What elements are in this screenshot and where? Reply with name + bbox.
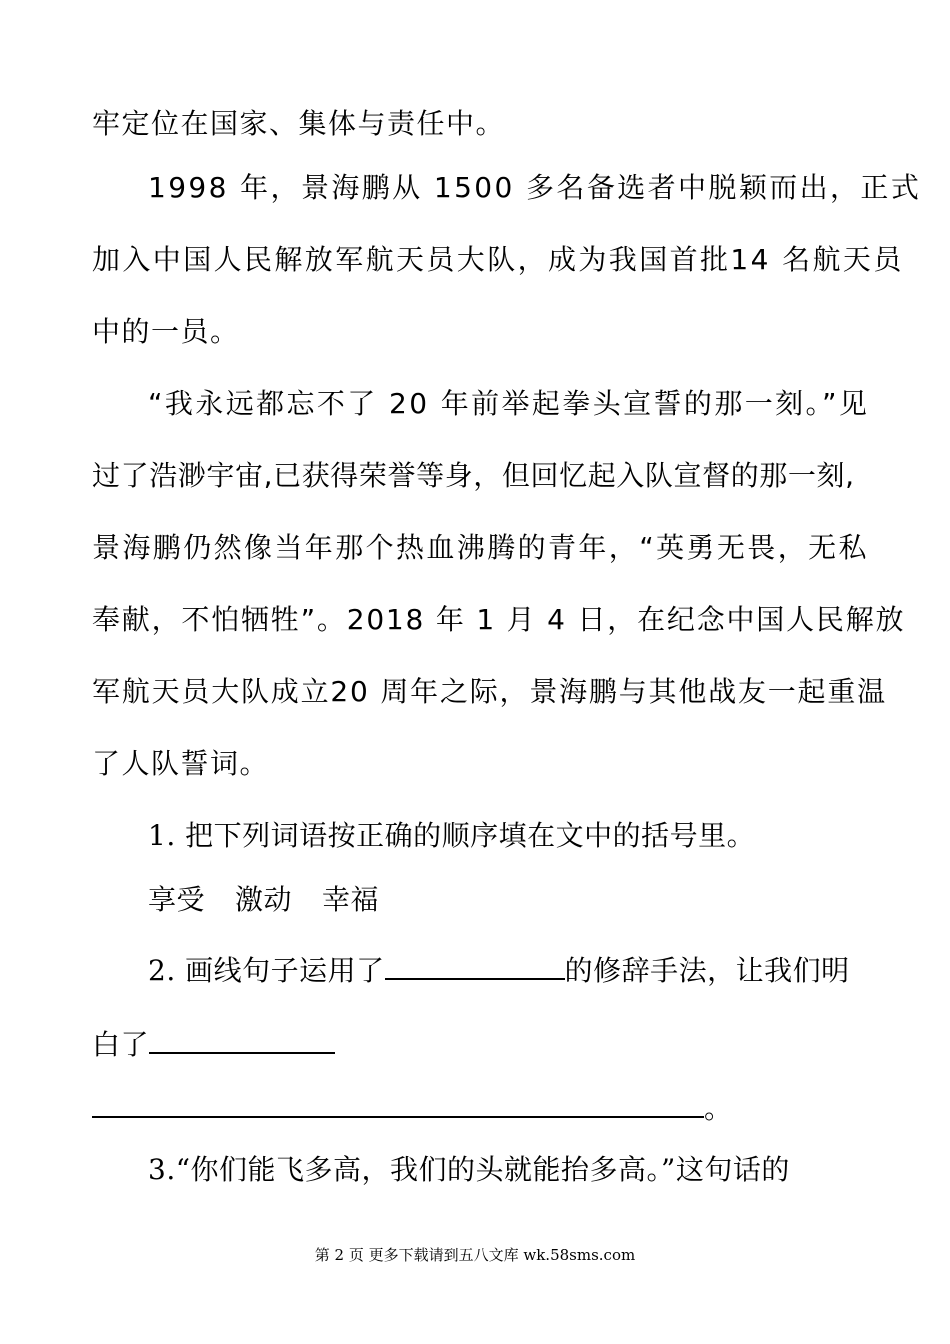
answer-blank[interactable] — [92, 1086, 704, 1118]
paragraph-line: 了人队誓词。 — [92, 747, 270, 780]
paragraph-line: 奉献，不怕牺牲”。2018 年 1 月 4 日，在纪念中国人民解放 — [92, 603, 906, 636]
question-3: 3.“你们能飞多高，我们的头就能抬多高。”这句话的 — [148, 1153, 790, 1186]
question-2-end: 。 — [704, 1092, 733, 1125]
question-1: 1. 把下列词语按正确的顺序填在文中的括号里。 — [148, 819, 756, 852]
question-2-text: 白了 — [92, 1028, 150, 1061]
paragraph-line: 中的一员。 — [92, 315, 240, 348]
paragraph-line: 景海鹏仍然像当年那个热血沸腾的青年，“英勇无畏，无私 — [92, 531, 869, 564]
question-2-text: 的修辞手法，让我们明 — [564, 954, 850, 987]
question-2-text: 2. 画线句子运用了 — [148, 954, 385, 987]
paragraph-line: 牢定位在国家、集体与责任中。 — [92, 107, 506, 140]
word-list — [148, 880, 918, 920]
paragraph-line: 军航天员大队成立20 周年之际，景海鹏与其他战友一起重温 — [92, 675, 887, 708]
word-item: 享受 — [148, 883, 206, 916]
question-2-answer-line — [92, 1086, 862, 1129]
answer-blank[interactable] — [149, 1022, 335, 1054]
word-item: 幸福 — [322, 883, 380, 916]
paragraph-line: 加入中国人民解放军航天员大队，成为我国首批14 名航天员 — [92, 243, 904, 276]
page-footer: 第 2 页 更多下载请到五八文库 wk.58sms.com — [314, 1246, 636, 1264]
paragraph-line: “我永远都忘不了 20 年前举起拳头宣誓的那一刻。”见 — [148, 387, 870, 420]
word-item: 激动 — [235, 883, 293, 916]
paragraph-line: 过了浩渺宇宙,已获得荣誉等身，但回忆起入队宣督的那一刻, — [92, 459, 855, 492]
question-2 — [148, 948, 918, 991]
paragraph-line: 1998 年，景海鹏从 1500 多名备选者中脱颖而出，正式 — [148, 171, 922, 204]
question-2-continued — [92, 1022, 862, 1065]
answer-blank[interactable] — [385, 948, 565, 980]
